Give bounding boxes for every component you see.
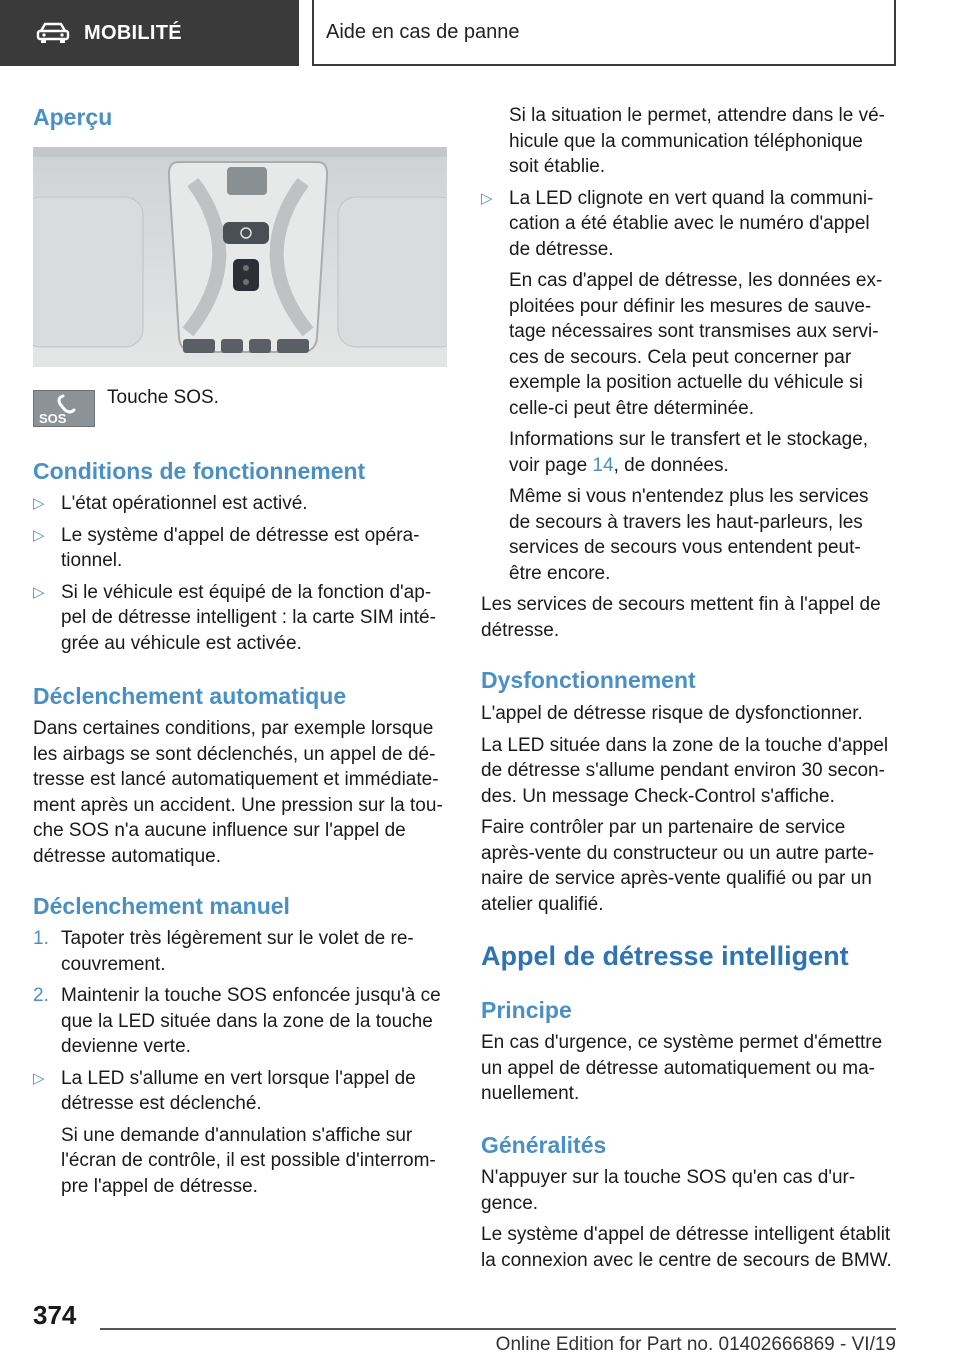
list-item: ▷ La LED s'allume en vert lorsque l'appel de détresse est déclenché. xyxy=(33,1067,416,1114)
heading-generalites: Généralités xyxy=(481,1132,607,1158)
list-subparagraph: Si la situation le permet, attendre dans le vé- hicule que la communication téléphonique soit établie. xyxy=(509,105,885,177)
heading-smart-call: Appel de détresse intelligent xyxy=(481,941,849,971)
bullet-icon: ▷ xyxy=(481,189,493,207)
heading-apercu: Aperçu xyxy=(33,104,113,130)
chapter-tab xyxy=(312,0,896,66)
section-title: MOBILITÉ xyxy=(84,21,182,44)
list-subparagraph: En cas d'appel de détresse, les données ex- ploitées pour définir les mesures de sauve- tage nécessaires sont transmises aux servi- ces de secours. Cela peut concerner par exemple la position actuelle du véhicule si celle-ci peut être déterminée. xyxy=(509,270,883,419)
manual-steps xyxy=(33,926,447,1199)
bullet-icon: ▷ xyxy=(33,495,45,512)
bullet-icon: ▷ xyxy=(33,583,45,601)
auto-paragraph: Dans certaines conditions, par exemple lorsque les airbags se sont déclenchés, un appel de dé- tresse est lancé automatiquement et immédiate- ment après un accident. Une pression sur la tou- che SOS n'a aucune influence sur l'appel de détresse automatique. xyxy=(33,718,443,867)
list-item: ▷ Le système d'appel de détresse est opéra- tionnel. xyxy=(33,524,420,571)
right-continuation: Si la situation le permet, attendre dans le vé- hicule que la communication téléphonique soit établie. ▷ La LED clignote en vert quand la communi- cation a été établie avec le numéro d'appel de détresse. En cas d'appel de détresse, les données ex- ploitées pour définir les mesures de sauve- tage nécessaires sont transmises aux servi- ces de secours. Cela peut concerner par exemple la position actuelle du véhicule si celle-ci peut être déterminée. Informations sur le transfert et le stockage, voir page 14, de données. Même si vous n'entendez plus les services de secours à travers les haut-parleurs, les services de secours vous entendent peut- être encore. Les services de secours mettent fin à l'appel de détresse. xyxy=(481,103,895,643)
bullet-icon: ▷ xyxy=(33,526,45,544)
heading-auto: Déclenchement automatique xyxy=(33,683,347,709)
edition-text: Online Edition for Part no. 01402666869 - VI/19 xyxy=(495,1334,896,1355)
step-item: 1. Tapoter très légèrement sur le volet de re- couvrement. xyxy=(33,928,414,975)
page-link[interactable]: 14 xyxy=(592,454,614,476)
generalites-paragraphs: N'appuyer sur la touche SOS qu'en cas d'ur- gence. Le système d'appel de détresse intelligent établit la connexion avec le centre de secours de BMW. xyxy=(481,1167,892,1271)
page-header xyxy=(0,0,960,66)
heading-dysfonctionnement: Dysfonctionnement xyxy=(481,667,696,693)
overhead-console-photo xyxy=(33,147,447,367)
list-subparagraph: Même si vous n'entendez plus les services de secours à travers les haut-parleurs, les services de secours vous entendent peut- être encore. xyxy=(509,486,869,584)
bullet-icon: ▷ xyxy=(33,1069,45,1087)
step-number: 1. xyxy=(33,928,49,949)
list-item: ▷ La LED clignote en vert quand la communi- cation a été établie avec le numéro d'appel de détresse. xyxy=(481,187,874,260)
chapter-title: Aide en cas de panne xyxy=(326,20,520,43)
heading-principe: Principe xyxy=(481,997,572,1023)
conditions-list xyxy=(33,491,447,656)
list-subparagraph: Si une demande d'annulation s'affiche sur l'écran de contrôle, il est possible d'interrom- pre l'appel de détresse. xyxy=(61,1124,436,1197)
car-icon xyxy=(36,22,70,44)
step-item: 2. Maintenir la touche SOS enfoncée jusqu'à ce que la LED située dans la zone de la touche devienne verte. xyxy=(33,985,441,1057)
sos-button-icon xyxy=(33,390,95,427)
heading-manual: Déclenchement manuel xyxy=(33,893,290,919)
list-subparagraph: Informations sur le transfert et le stockage, voir page 14, de données. xyxy=(509,429,869,476)
heading-conditions: Conditions de fonctionnement xyxy=(33,458,366,484)
list-item: ▷ L'état opérationnel est activé. xyxy=(33,491,447,517)
list-item: ▷ Si le véhicule est équipé de la fonction d'ap- pel de détresse intelligent : la carte SIM inté- grée au véhicule est activée. xyxy=(33,581,436,654)
page-number: 374 xyxy=(33,1300,77,1330)
dys-paragraphs: L'appel de détresse risque de dysfonctionner. La LED située dans la zone de la touche d'appel de détresse s'allume pendant environ 30 secon- des. Un message Check-Control s'affiche. Faire contrôler par un partenaire de service après-vente du constructeur ou un autre parte- naire de service après-vente qualifié ou par un atelier qualifié. xyxy=(481,703,889,915)
sos-icon-label: SOS xyxy=(39,411,67,426)
principe-paragraph: En cas d'urgence, ce système permet d'émettre un appel de détresse automatiquement ou ma- nuellement. xyxy=(481,1032,883,1104)
sos-caption: Touche SOS. xyxy=(107,387,219,408)
section-tab xyxy=(0,0,299,66)
step-number: 2. xyxy=(33,985,49,1006)
footer-divider xyxy=(100,1328,896,1330)
